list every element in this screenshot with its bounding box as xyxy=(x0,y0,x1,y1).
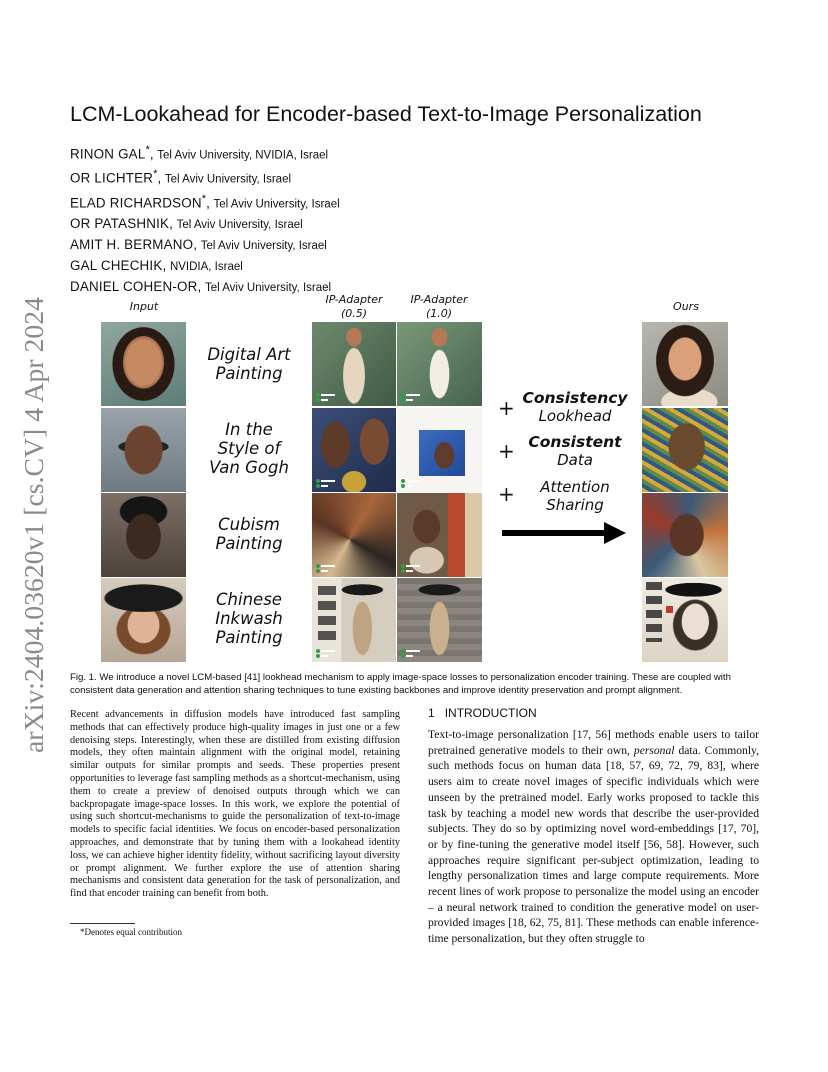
author-entry: GAL CHECHIK, NVIDIA, Israel xyxy=(70,258,243,274)
right-arrow-icon xyxy=(502,522,626,544)
author-affiliation: NVIDIA, Israel xyxy=(169,261,243,274)
header-ip-adapter-10-name: IP-Adapter xyxy=(410,293,468,306)
prompt-van-gogh xyxy=(196,420,302,477)
author-affiliation: Tel Aviv University, Israel xyxy=(213,198,340,211)
method-subtitle: Data xyxy=(557,451,593,469)
author-name: DANIEL COHEN-OR xyxy=(70,279,198,295)
prompt-id-badge xyxy=(315,648,337,659)
section-heading xyxy=(428,706,537,720)
footnote: *Denotes equal contribution xyxy=(80,927,182,937)
prompt-id-badge xyxy=(400,392,422,403)
input-photo-man-glasses xyxy=(101,408,186,492)
ip-adapter-10-image xyxy=(397,493,482,577)
method-subtitle: Lookhead xyxy=(538,407,612,425)
author-name: OR PATASHNIK xyxy=(70,216,170,232)
author-entry: AMIT H. BERMANO, Tel Aviv University, Israel xyxy=(70,237,327,253)
input-photo-woman-hat xyxy=(101,578,186,662)
section-number: 1 xyxy=(428,706,435,720)
author-entry: OR PATASHNIK, Tel Aviv University, Israel xyxy=(70,216,303,232)
prompt-chinese-inkwash xyxy=(196,590,302,647)
ours-image-digital-art xyxy=(642,322,728,406)
header-ip-adapter-05-scale: (0.5) xyxy=(340,307,368,320)
author-affiliation: Tel Aviv University, Israel xyxy=(204,282,332,295)
ip-adapter-10-image xyxy=(397,408,482,492)
method-subtitle: Attention Sharing xyxy=(540,478,610,514)
introduction-text xyxy=(428,727,759,947)
abstract: Recent advancements in diffusion models have introduced fast sampling methods that can effectively produce high-quality images in just one or a few denoising steps. Interestingly, when these are distilled from existing diffusion models, they often maintain alignment with the original model, retaining similar outputs for similar prompts and seeds. These properties present opportunities to leverage fast sampling methods as a shortcut-mechanism, using them to create a preview of denoised outputs through which we can backpropagate image-space losses. In this work, we explore the potential of using such shortcut-mechanisms to guide the personalization of text-to-image models to specific facial identities. We focus on encoder-based personalization approaches, and demonstrate that by tuning them with a lookahead identity loss, we can achieve higher identity fidelity, without sacrificing layout diversity or prompt alignment. We further explore the use of attention sharing mechanisms and consistent data generation for the task of personalization, and find that encoder training can benefit from both. xyxy=(70,709,400,900)
section-title: INTRODUCTION xyxy=(444,706,537,720)
ip-adapter-10-image xyxy=(397,322,482,406)
method-attention-sharing xyxy=(530,478,620,514)
prompt-line: In the xyxy=(225,420,273,439)
method-title: Consistent xyxy=(528,433,622,451)
prompt-line: Van Gogh xyxy=(209,458,289,477)
author-entry: DANIEL COHEN-OR, Tel Aviv University, Israel xyxy=(70,279,332,295)
ip-adapter-05-image xyxy=(312,322,396,406)
prompt-line: Style of xyxy=(217,439,281,458)
prompt-line: Painting xyxy=(215,364,283,383)
header-ip-adapter-05 xyxy=(312,293,396,321)
figure-caption: Fig. 1. We introduce a novel LCM-based [41] lookhead mechanism to apply image-space losses to personalization encoder training. These are coupled with consistent data generation and attention sharing techniques to tune existing backbones and improve identity preservation and prompt alignment. xyxy=(70,672,731,696)
ip-adapter-10-image xyxy=(397,578,482,662)
arxiv-stamp xyxy=(14,295,54,755)
author-name: OR LICHTER xyxy=(70,170,154,186)
ink-calligraphy xyxy=(318,586,336,646)
prompt-id-badge xyxy=(315,563,337,574)
header-ip-adapter-10-scale: (1.0) xyxy=(425,307,453,320)
prompt-digital-art xyxy=(196,345,302,383)
prompt-id-badge xyxy=(400,478,422,489)
author-name: RINON GAL xyxy=(70,146,146,162)
prompt-id-badge xyxy=(400,648,422,659)
author-affiliation: Tel Aviv University, Israel xyxy=(200,240,327,253)
author-list xyxy=(70,141,340,298)
author-entry: OR LICHTER*, Tel Aviv University, Israel xyxy=(70,168,292,186)
equal-contribution-mark: * xyxy=(145,144,150,156)
red-seal-stamp xyxy=(666,606,673,613)
prompt-line: Inkwash xyxy=(215,609,283,628)
ink-calligraphy xyxy=(646,582,662,642)
method-title: Consistency xyxy=(522,389,628,407)
intro-text-part: Text-to-image personalization [17, 56] methods enable users to tailor pretrained generative models to their own, xyxy=(428,728,759,757)
input-photo-man-dreads xyxy=(101,493,186,577)
prompt-id-badge xyxy=(315,392,337,403)
author-affiliation: Tel Aviv University, Israel xyxy=(176,219,303,232)
plus-sign: + xyxy=(498,482,515,506)
author-affiliation: Tel Aviv University, Israel xyxy=(164,173,292,186)
ours-image-chinese-inkwash xyxy=(642,578,728,662)
prompt-id-badge xyxy=(400,563,422,574)
method-consistency-lookahead xyxy=(515,389,635,425)
prompt-line: Painting xyxy=(215,628,283,647)
author-affiliation: Tel Aviv University, NVIDIA, Israel xyxy=(157,149,329,162)
ip-adapter-05-image xyxy=(312,578,396,662)
plus-sign: + xyxy=(498,439,515,463)
prompt-line: Painting xyxy=(215,534,283,553)
prompt-id-badge xyxy=(315,478,337,489)
header-ip-adapter-05-name: IP-Adapter xyxy=(325,293,383,306)
equal-contribution-mark: * xyxy=(201,192,207,205)
ip-adapter-05-image xyxy=(312,408,396,492)
author-name: AMIT H. BERMANO xyxy=(70,237,194,253)
plus-sign: + xyxy=(498,396,515,420)
arxiv-stamp-text: arXiv:2404.03620v1 [cs.CV] 4 Apr 2024 xyxy=(19,309,49,753)
author-name: GAL CHECHIK xyxy=(70,258,163,274)
prompt-line: Chinese xyxy=(216,590,282,609)
prompt-line: Cubism xyxy=(218,515,280,534)
header-ip-adapter-10 xyxy=(397,293,481,321)
intro-emphasis: personal xyxy=(633,743,675,757)
method-consistent-data xyxy=(515,433,635,469)
framed-portrait xyxy=(419,430,465,476)
ours-image-van-gogh xyxy=(642,408,728,492)
prompt-cubism xyxy=(196,515,302,553)
paper-title: LCM-Lookahead for Encoder-based Text-to-Image Personalization xyxy=(70,102,702,126)
intro-text-part: data. Commonly, such methods focus on human data [18, 57, 69, 72, 79, 83], where users aim to create novel images of specific individuals which were unseen by the pretrained model. Early works proposed to tackle this task by teaching a model new words that describe the user-provided subjects. They do so by optimizing novel word-embeddings [17, 70], or by fine-tuning the generative model itself [56, 58]. However, such approaches require significant per-subject optimization, leading to lengthy personalization times and large compute requirements. More recent lines of work propose to personalize the model using an encoder – a neural network trained to condition the generative model on user-provided images [18, 62, 75, 81]. These methods can enable inference-time personalization, but they often struggle to xyxy=(428,743,759,946)
author-name: ELAD RICHARDSON xyxy=(70,195,202,211)
prompt-line: Digital Art xyxy=(207,345,291,364)
ours-image-cubism xyxy=(642,493,728,577)
author-entry: RINON GAL*, Tel Aviv University, NVIDIA, Israel xyxy=(70,144,329,162)
input-photo-woman xyxy=(101,322,186,406)
author-entry: ELAD RICHARDSON*, Tel Aviv University, Israel xyxy=(70,192,340,211)
ip-adapter-05-image xyxy=(312,493,396,577)
equal-contribution-mark: * xyxy=(153,168,158,181)
header-input: Input xyxy=(129,300,159,313)
footnote-rule xyxy=(70,923,135,924)
header-ours: Ours xyxy=(673,300,699,313)
arxiv-stamp-svg xyxy=(14,295,54,755)
